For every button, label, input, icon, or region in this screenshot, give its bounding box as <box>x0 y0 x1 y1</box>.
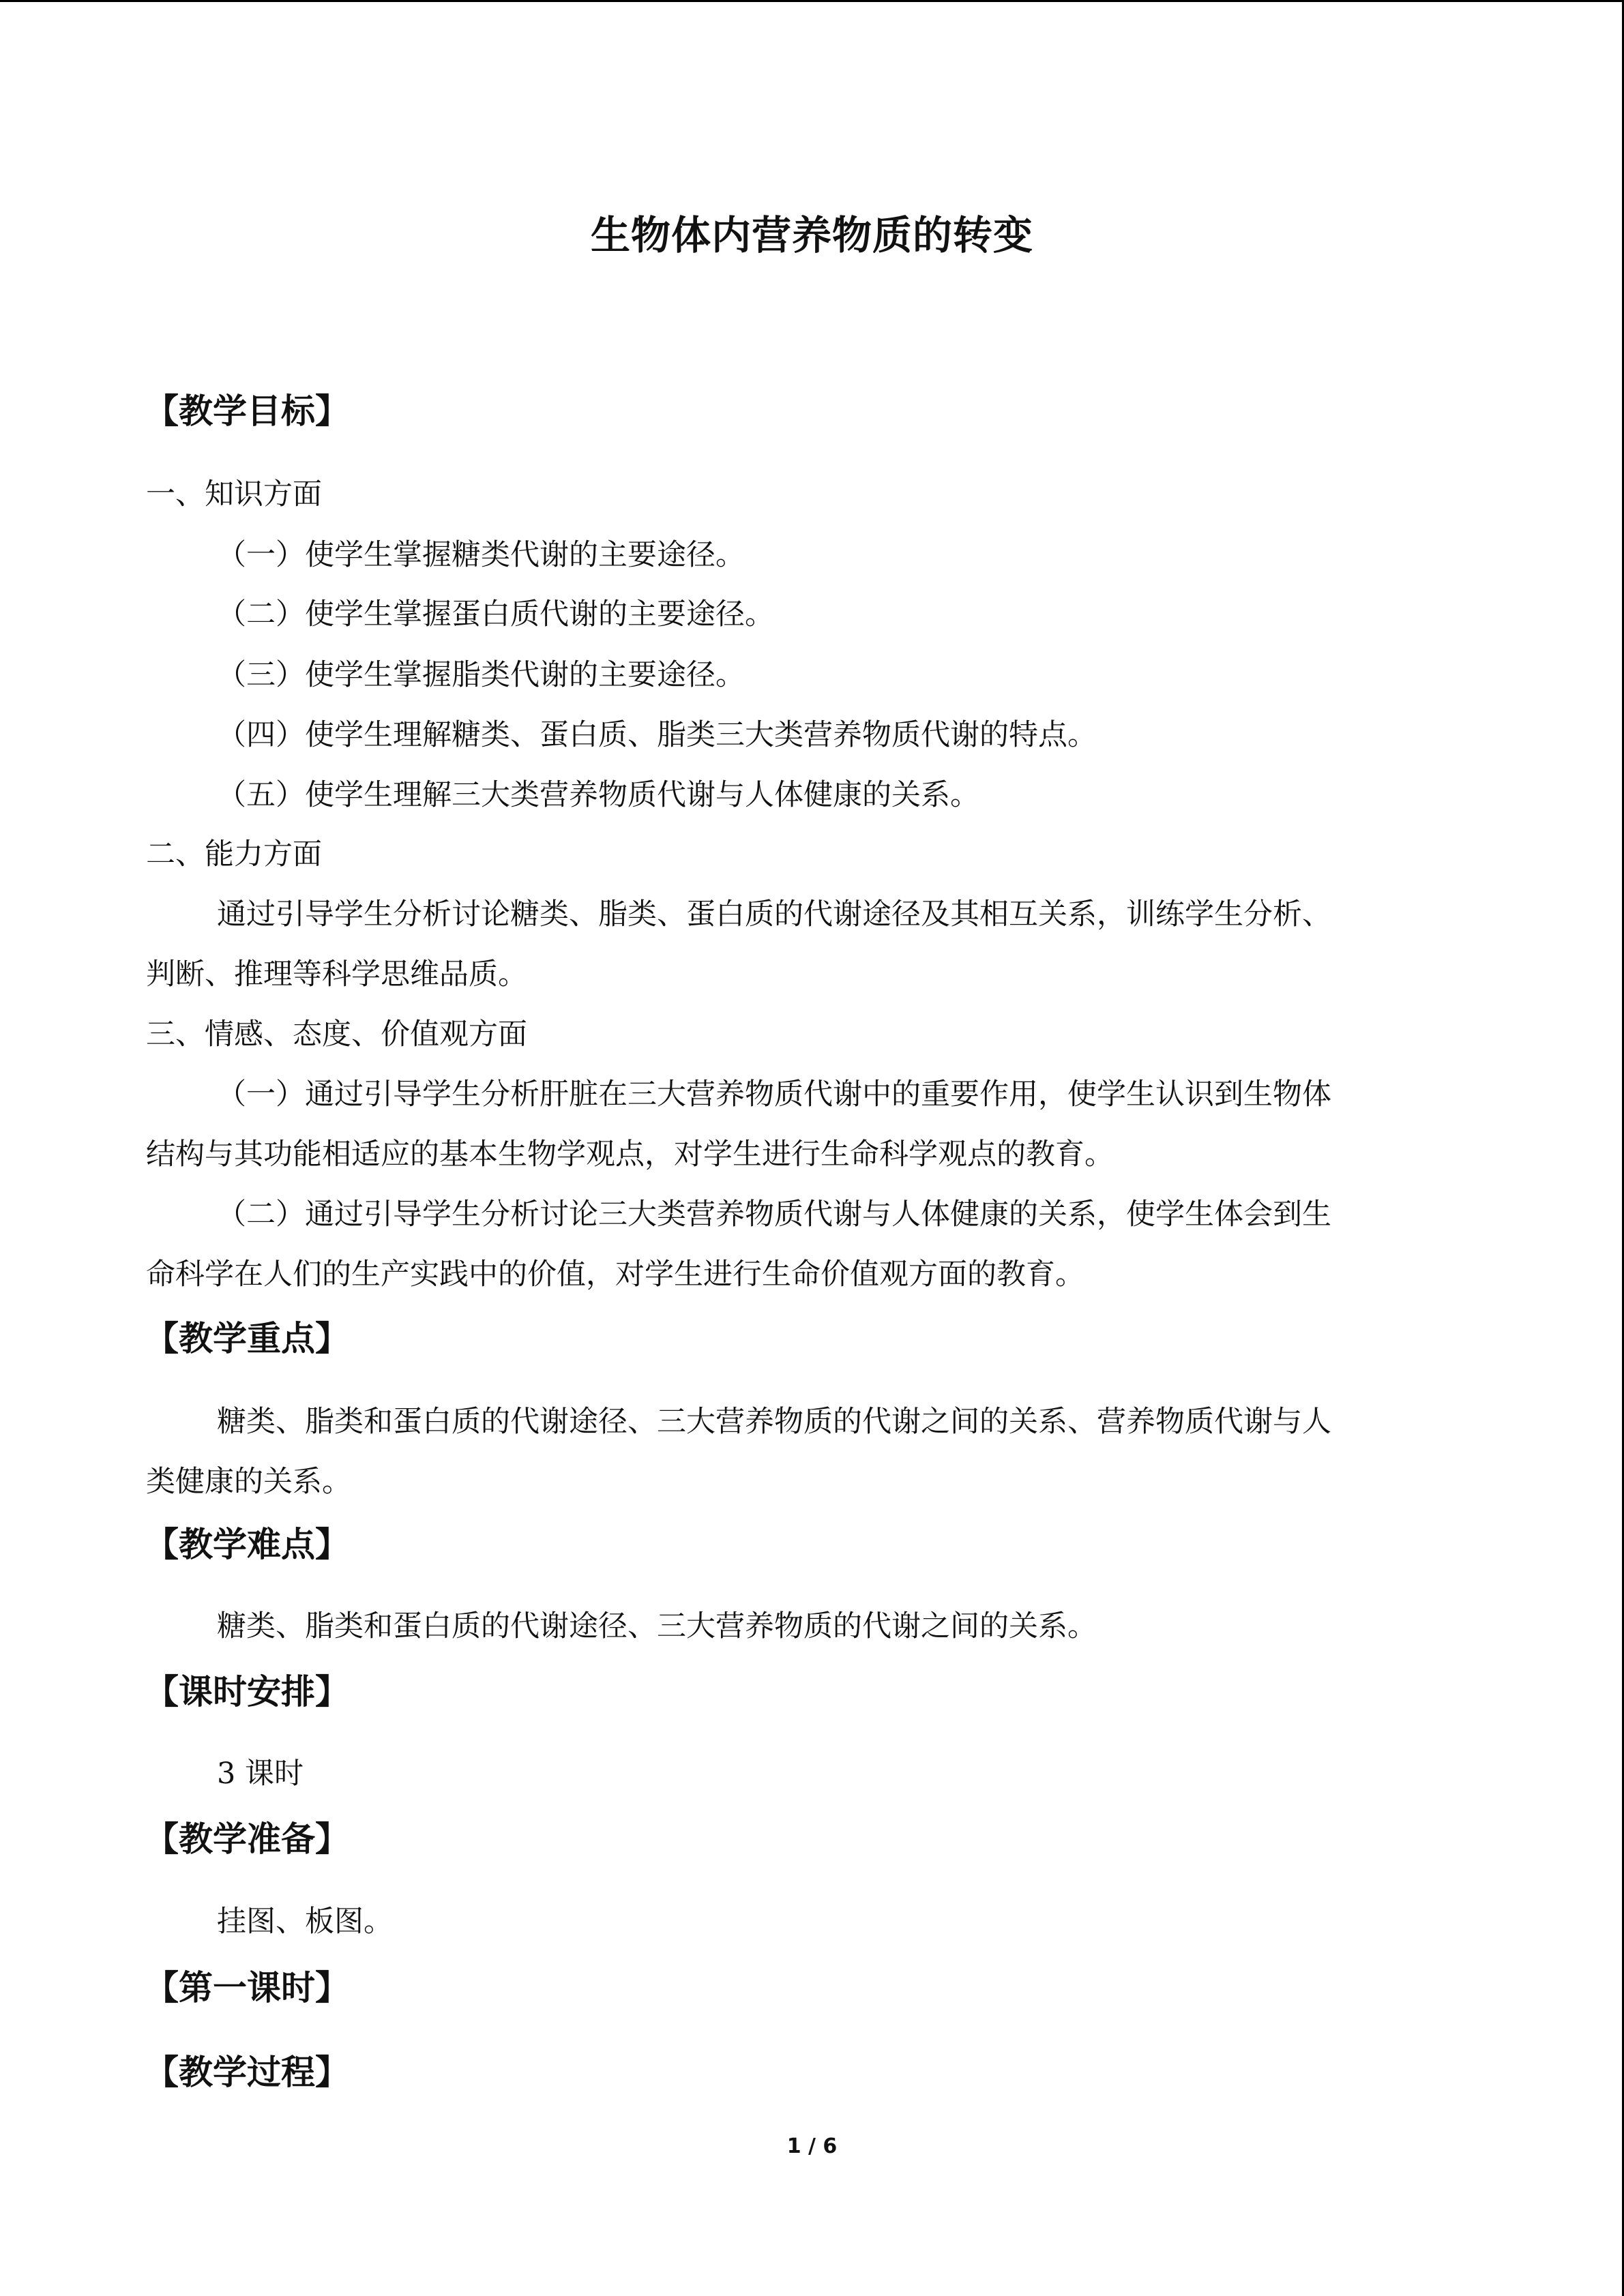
emotion-item: （一）通过引导学生分析肝脏在三大营养物质代谢中的重要作用，使学生认识到生物体 <box>217 1077 1331 1112</box>
knowledge-title: 一、知识方面 <box>146 477 322 511</box>
heading-schedule: 【课时安排】 <box>145 1672 349 1712</box>
schedule-text: 3 课时 <box>217 1757 304 1791</box>
preparation-text: 挂图、板图。 <box>217 1905 393 1939</box>
page-number: 1 / 6 <box>786 2134 838 2158</box>
knowledge-item: （三）使学生掌握脂类代谢的主要途径。 <box>217 658 745 692</box>
heading-first-lesson: 【第一课时】 <box>145 1968 349 2008</box>
emotion-item: （二）通过引导学生分析讨论三大类营养物质代谢与人体健康的关系，使学生体会到生 <box>217 1197 1331 1232</box>
key-points-text: 类健康的关系。 <box>146 1465 351 1499</box>
knowledge-item: （一）使学生掌握糖类代谢的主要途径。 <box>217 538 745 572</box>
emotion-item: 命科学在人们的生产实践中的价值，对学生进行生命价值观方面的教育。 <box>146 1257 1084 1292</box>
ability-title: 二、能力方面 <box>146 837 322 871</box>
heading-difficulties: 【教学难点】 <box>145 1525 349 1564</box>
ability-text: 判断、推理等科学思维品质。 <box>146 957 527 992</box>
knowledge-item: （四）使学生理解糖类、蛋白质、脂类三大类营养物质代谢的特点。 <box>217 718 1097 752</box>
heading-process: 【教学过程】 <box>145 2053 349 2092</box>
page-title: 生物体内营养物质的转变 <box>590 212 1033 258</box>
knowledge-item: （五）使学生理解三大类营养物质代谢与人体健康的关系。 <box>217 778 979 812</box>
difficulties-text: 糖类、脂类和蛋白质的代谢途径、三大营养物质的代谢之间的关系。 <box>217 1609 1097 1643</box>
knowledge-item: （二）使学生掌握蛋白质代谢的主要途径。 <box>217 597 774 631</box>
top-border <box>0 0 1624 2</box>
heading-objectives: 【教学目标】 <box>145 391 349 431</box>
heading-key-points: 【教学重点】 <box>145 1319 349 1358</box>
heading-preparation: 【教学准备】 <box>145 1819 349 1859</box>
emotion-title: 三、情感、态度、价值观方面 <box>146 1017 527 1052</box>
emotion-item: 结构与其功能相适应的基本生物学观点，对学生进行生命科学观点的教育。 <box>146 1137 1114 1172</box>
key-points-text: 糖类、脂类和蛋白质的代谢途径、三大营养物质的代谢之间的关系、营养物质代谢与人 <box>217 1405 1331 1439</box>
ability-text: 通过引导学生分析讨论糖类、脂类、蛋白质的代谢途径及其相互关系，训练学生分析、 <box>217 897 1331 931</box>
